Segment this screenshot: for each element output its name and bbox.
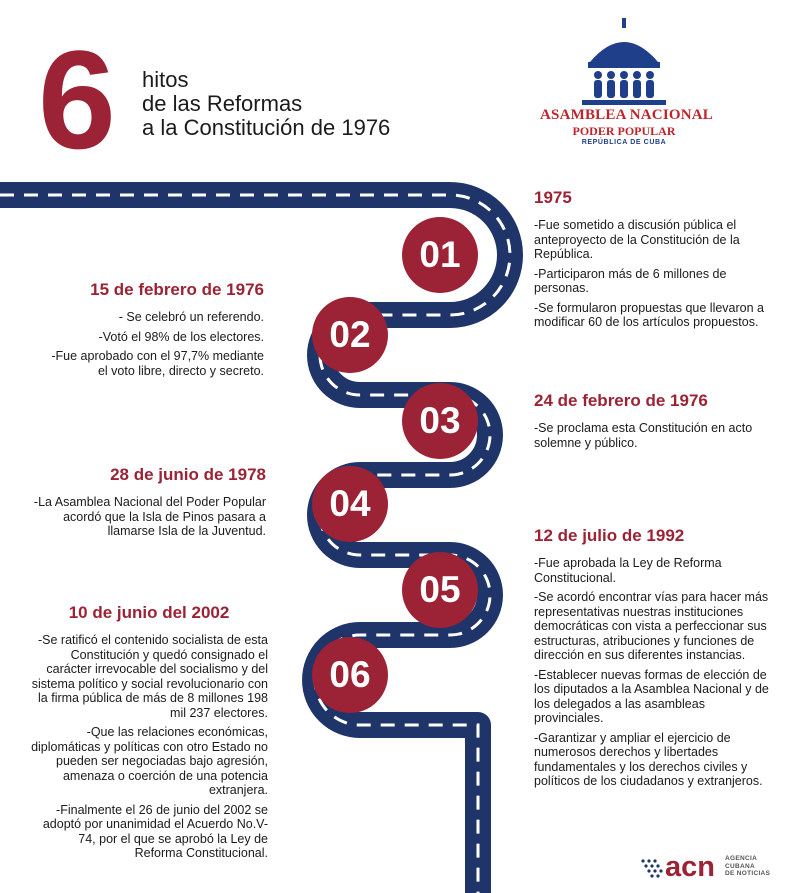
acn-dots-icon [640,858,666,880]
acn-tagline-1: AGENCIA [725,855,758,862]
milestone-point: -Participaron más de 6 millones de personas. [534,266,727,295]
milestone-2 [50,280,264,383]
title-line-2: de las Reformas [142,91,303,116]
milestone-point: -Votó el 98% de los electores. [98,329,264,344]
logo-name: ASAMBLEA NACIONAL [540,107,714,123]
milestone-heading: 1975 [534,188,572,207]
big-six: 6 [38,21,116,178]
milestone-point: -Fue aprobada la Ley de Reforma Constitucional. [534,556,722,585]
milestone-number-06: 06 [312,637,388,713]
milestone-heading: 10 de junio del 2002 [68,603,230,622]
milestone-point: -Que las relaciones económicas, diplomáticas y políticas con otro Estado no pueden ser negociadas bajo agresión, amenaza o coerción de una potencia extranjera. [31,725,268,797]
acn-tagline [725,855,770,878]
milestone-point: -Se ratificó el contenido socialista de esta Constitución y quedó consignado el carácter irrevocable del socialismo y del sistema político y social revolucionario con la firma pública de más de 8 millones 198 mil 237 electores. [31,633,268,720]
milestone-point: -Se acordó encontrar vías para hacer más representativas nuestras instituciones democráticas con vista a perfeccionar sus estructuras, atribuciones y funciones de dirección en sus diferentes instancias. [534,590,769,662]
milestone-heading: 24 de febrero de 1976 [534,391,708,410]
acn-wordmark: acn [665,851,715,883]
acn-tagline-3: DE NOTICIAS [725,870,771,877]
milestone-3 [534,391,774,455]
milestone-1 [534,188,784,335]
logo-subtitle: PODER POPULAR [572,124,676,138]
milestone-heading: 15 de febrero de 1976 [90,280,264,299]
milestone-point: -Establecer nuevas formas de elección de los diputados a la Asamblea Nacional y de los delegados a las asambleas provinciales. [534,667,769,725]
milestone-point: -La Asamblea Nacional del Poder Popular acordó que la Isla de Pinos pasara a llamarse Isla de la Juventud. [33,495,266,538]
title-line-3: a la Constitución de 1976 [142,115,391,140]
acn-tagline-2: CUBANA [725,862,755,870]
milestone-number-01: 01 [402,217,478,293]
asamblea-logo [540,18,714,153]
logo-country: REPÚBLICA DE CUBA [581,139,667,146]
milestone-point: -Fue aprobado con el 97,7% mediante el voto libre, directo y secreto. [51,349,264,378]
page-title [142,68,390,140]
milestone-heading: 28 de junio de 1978 [110,465,266,484]
capitol-dome-icon [540,18,708,106]
milestone-number-04: 04 [312,466,388,542]
milestone-4 [30,465,266,544]
milestone-point: -Se proclama esta Constitución en acto solemne y público. [534,421,753,450]
title-line-1: hitos [142,67,189,92]
milestone-number-03: 03 [402,383,478,459]
milestone-point: -Se formularon propuestas que llevaron a modificar 60 de los artículos propuestos. [534,300,764,329]
milestone-point: - Se celebró un referendo. [118,310,264,324]
acn-logo [640,851,780,884]
milestone-heading: 12 de julio de 1992 [534,526,685,545]
milestone-number-05: 05 [402,552,478,628]
milestone-number-02: 02 [312,297,388,373]
milestone-6 [30,603,268,866]
milestone-5 [534,526,770,794]
milestone-point: -Garantizar y ampliar el ejercicio de numerosos derechos y libertades fundamentales y los derechos civiles y políticos de los ciudadanos y extranjeros. [534,730,763,788]
milestone-point: -Finalmente el 26 de junio del 2002 se adoptó por unanimidad el Acuerdo No.V-74, por el que se aprobó la Ley de Reforma Constitucional. [42,802,268,860]
milestone-point: -Fue sometido a discusión pública el anteproyecto de la Constitución de la República. [534,218,740,261]
